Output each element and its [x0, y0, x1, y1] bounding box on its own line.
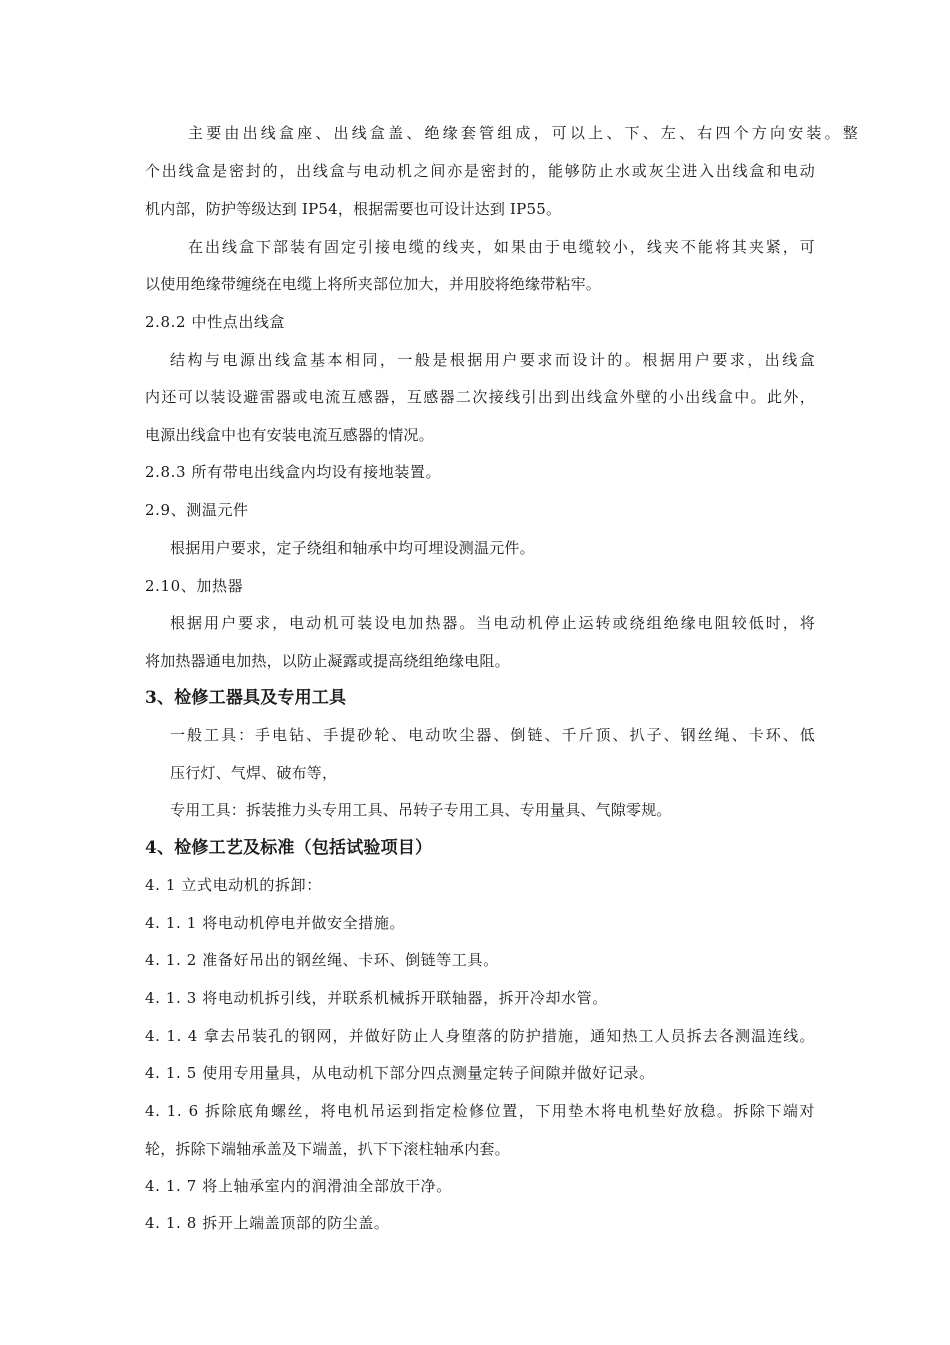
section-heading-4: 4、检修工艺及标准（包括试验项目）: [145, 838, 433, 858]
paragraph-line: 主要由出线盒座、出线盒盖、绝缘套管组成，可以上、下、左、右四个方向安装。整: [188, 124, 858, 142]
section-heading-2-8-3: 2.8.3 所有带电出线盒内均设有接地装置。: [145, 463, 442, 481]
list-item-continuation: 轮，拆除下端轴承盖及下端盖，扒下下滚柱轴承内套。: [145, 1140, 510, 1158]
paragraph-line: 压行灯、气焊、破布等，: [170, 764, 338, 782]
paragraph-line: 一般工具：手电钻、手提砂轮、电动吹尘器、倒链、千斤顶、扒子、钢丝绳、卡环、低: [170, 726, 815, 744]
list-item: 4. 1. 4 拿去吊装孔的钢网，并做好防止人身堕落的防护措施，通知热工人员拆去各测温连线。: [145, 1027, 815, 1045]
list-item: 4. 1. 6 拆除底角螺丝，将电机吊运到指定检修位置，下用垫木将电机垫好放稳。拆除下端对: [145, 1102, 815, 1120]
list-item: 4. 1. 8 拆开上端盖顶部的防尘盖。: [145, 1214, 390, 1232]
list-item: 4. 1. 1 将电动机停电并做安全措施。: [145, 914, 406, 932]
list-item: 4. 1. 2 准备好吊出的钢丝绳、卡环、倒链等工具。: [145, 951, 499, 969]
section-heading-3: 3、检修工器具及专用工具: [145, 688, 347, 708]
paragraph-line: 机内部，防护等级达到 IP54，根据需要也可设计达到 IP55。: [145, 200, 562, 218]
section-heading-2-9: 2.9、测温元件: [145, 501, 249, 519]
paragraph-line: 电源出线盒中也有安装电流互感器的情况。: [145, 426, 434, 444]
list-item: 4. 1. 5 使用专用量具，从电动机下部分四点测量定转子间隙并做好记录。: [145, 1064, 655, 1082]
list-item: 4. 1. 3 将电动机拆引线，并联系机械拆开联轴器，拆开冷却水管。: [145, 989, 608, 1007]
section-heading-4-1: 4. 1 立式电动机的拆卸：: [145, 876, 322, 894]
section-heading-2-10: 2.10、加热器: [145, 577, 244, 595]
paragraph-line: 专用工具：拆装推力头专用工具、吊转子专用工具、专用量具、气隙零规。: [170, 801, 672, 819]
paragraph-line: 个出线盒是密封的，出线盒与电动机之间亦是密封的，能够防止水或灰尘进入出线盒和电动: [145, 162, 815, 180]
paragraph-line: 结构与电源出线盒基本相同，一般是根据用户要求而设计的。根据用户要求，出线盒: [170, 351, 815, 369]
list-item: 4. 1. 7 将上轴承室内的润滑油全部放干净。: [145, 1177, 452, 1195]
paragraph-line: 在出线盒下部装有固定引接电缆的线夹，如果由于电缆较小，线夹不能将其夹紧，可: [188, 238, 815, 256]
paragraph-line: 根据用户要求，电动机可装设电加热器。当电动机停止运转或绕组绝缘电阻较低时，将: [170, 614, 815, 632]
section-heading-2-8-2: 2.8.2 中性点出线盒: [145, 313, 286, 331]
paragraph-line: 以使用绝缘带缠绕在电缆上将所夹部位加大，并用胶将绝缘带粘牢。: [145, 275, 602, 293]
paragraph-line: 内还可以装设避雷器或电流互感器，互感器二次接线引出到出线盒外壁的小出线盒中。此外，: [145, 388, 815, 406]
paragraph-line: 根据用户要求，定子绕组和轴承中均可埋设测温元件。: [170, 539, 535, 557]
paragraph-line: 将加热器通电加热，以防止凝露或提高绕组绝缘电阻。: [145, 652, 510, 670]
